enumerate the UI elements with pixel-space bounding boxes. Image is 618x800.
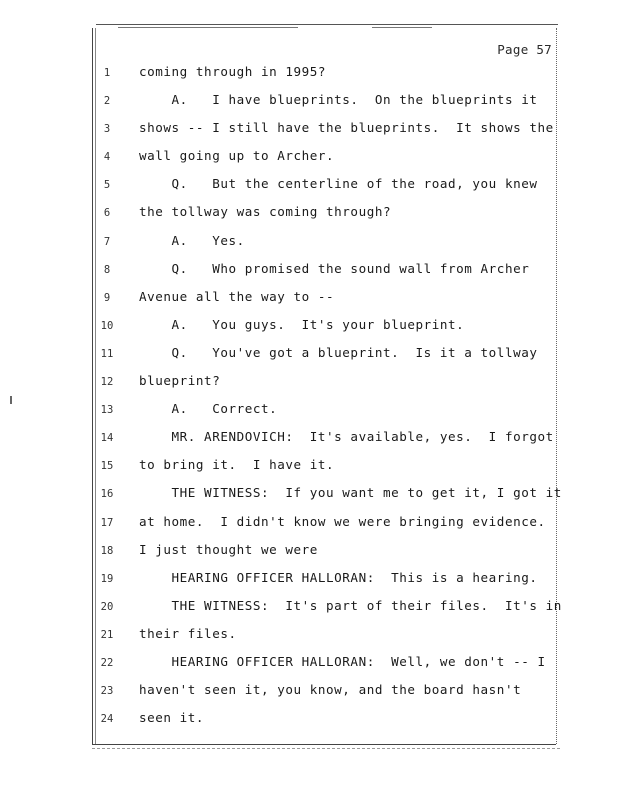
line-number: 20 — [100, 600, 114, 613]
line-text: the tollway was coming through? — [139, 204, 392, 220]
page-number: Page 57 — [497, 42, 552, 57]
transcript-line — [96, 596, 562, 624]
transcript-line — [96, 371, 556, 399]
line-number: 6 — [103, 207, 111, 220]
line-number: 9 — [103, 291, 111, 304]
transcript-line — [96, 118, 556, 146]
transcript-line — [96, 680, 556, 708]
line-number: 23 — [100, 685, 114, 698]
transcript-line — [96, 259, 556, 287]
transcript-line — [96, 652, 556, 680]
line-number: 15 — [100, 460, 114, 473]
transcript-line — [96, 315, 556, 343]
transcript-line — [96, 708, 556, 736]
line-text: A. Correct. — [139, 401, 278, 417]
line-text: wall going up to Archer. — [139, 148, 335, 164]
line-number: 21 — [100, 628, 114, 641]
line-text: I just thought we were — [139, 541, 318, 557]
right-margin-rule — [556, 28, 557, 744]
line-text: Q. Who promised the sound wall from Archer — [139, 260, 530, 276]
transcript-line — [96, 512, 556, 540]
scan-speck — [10, 396, 12, 404]
transcript-line — [96, 343, 556, 371]
line-text: HEARING OFFICER HALLORAN: This is a hearing. — [139, 569, 538, 585]
line-number: 17 — [100, 516, 114, 529]
transcript-lines — [96, 62, 562, 736]
line-number: 3 — [103, 123, 111, 136]
line-number: 10 — [100, 319, 114, 332]
line-number: 12 — [100, 376, 114, 389]
transcript-line — [96, 202, 556, 230]
transcript-line — [96, 624, 556, 652]
line-text: A. Yes. — [139, 232, 245, 248]
line-text: coming through in 1995? — [139, 64, 327, 79]
line-text: A. You guys. It's your blueprint. — [139, 316, 465, 332]
line-text: THE WITNESS: It's part of their files. It's in — [139, 597, 562, 613]
line-number: 18 — [100, 544, 114, 557]
transcript-line — [96, 455, 556, 483]
line-text: their files. — [139, 625, 237, 641]
line-text: seen it. — [139, 710, 205, 726]
line-number: 4 — [103, 151, 111, 164]
transcript-line — [96, 540, 556, 568]
line-number: 14 — [100, 432, 114, 445]
line-number: 7 — [103, 235, 111, 248]
line-text: Avenue all the way to -- — [139, 288, 335, 304]
line-text: MR. ARENDOVICH: It's available, yes. I forgot — [139, 429, 554, 445]
transcript-line — [96, 483, 562, 511]
transcript-line — [96, 146, 556, 174]
line-number: 8 — [103, 263, 111, 276]
line-text: shows -- I still have the blueprints. It shows the — [139, 120, 554, 136]
line-text: to bring it. I have it. — [139, 457, 335, 473]
transcript-line — [96, 62, 556, 90]
line-text: HEARING OFFICER HALLORAN: Well, we don't -- I — [139, 653, 546, 669]
line-number: 1 — [103, 67, 111, 79]
transcript-line — [96, 287, 556, 315]
transcript-line — [96, 231, 556, 259]
transcript-line — [96, 427, 556, 455]
line-number: 24 — [100, 713, 114, 726]
line-text: Q. You've got a blueprint. Is it a tollway — [139, 344, 538, 360]
top-border-rule — [96, 24, 558, 25]
transcript-line — [96, 174, 556, 202]
line-number: 16 — [100, 488, 114, 501]
bottom-border-scan-mark — [92, 748, 560, 749]
line-text: blueprint? — [139, 373, 221, 389]
line-number: 5 — [103, 179, 111, 192]
transcript-line — [96, 399, 556, 427]
left-margin-rule — [92, 28, 93, 744]
top-border-scan-mark — [118, 27, 298, 28]
line-text: A. I have blueprints. On the blueprints it — [139, 92, 538, 108]
transcript-line — [96, 90, 556, 118]
line-text: at home. I didn't know we were bringing evidence. — [139, 513, 546, 529]
line-text: THE WITNESS: If you want me to get it, I got it — [139, 485, 562, 501]
line-number: 19 — [100, 572, 114, 585]
top-border-scan-mark — [372, 27, 432, 28]
line-number: 2 — [103, 95, 111, 108]
line-number: 13 — [100, 404, 114, 417]
line-number: 11 — [100, 347, 114, 360]
line-number: 22 — [100, 656, 114, 669]
transcript-line — [96, 568, 556, 596]
bottom-border-rule — [92, 744, 556, 745]
line-text: Q. But the centerline of the road, you knew — [139, 176, 538, 192]
line-text: haven't seen it, you know, and the board hasn't — [139, 682, 522, 698]
